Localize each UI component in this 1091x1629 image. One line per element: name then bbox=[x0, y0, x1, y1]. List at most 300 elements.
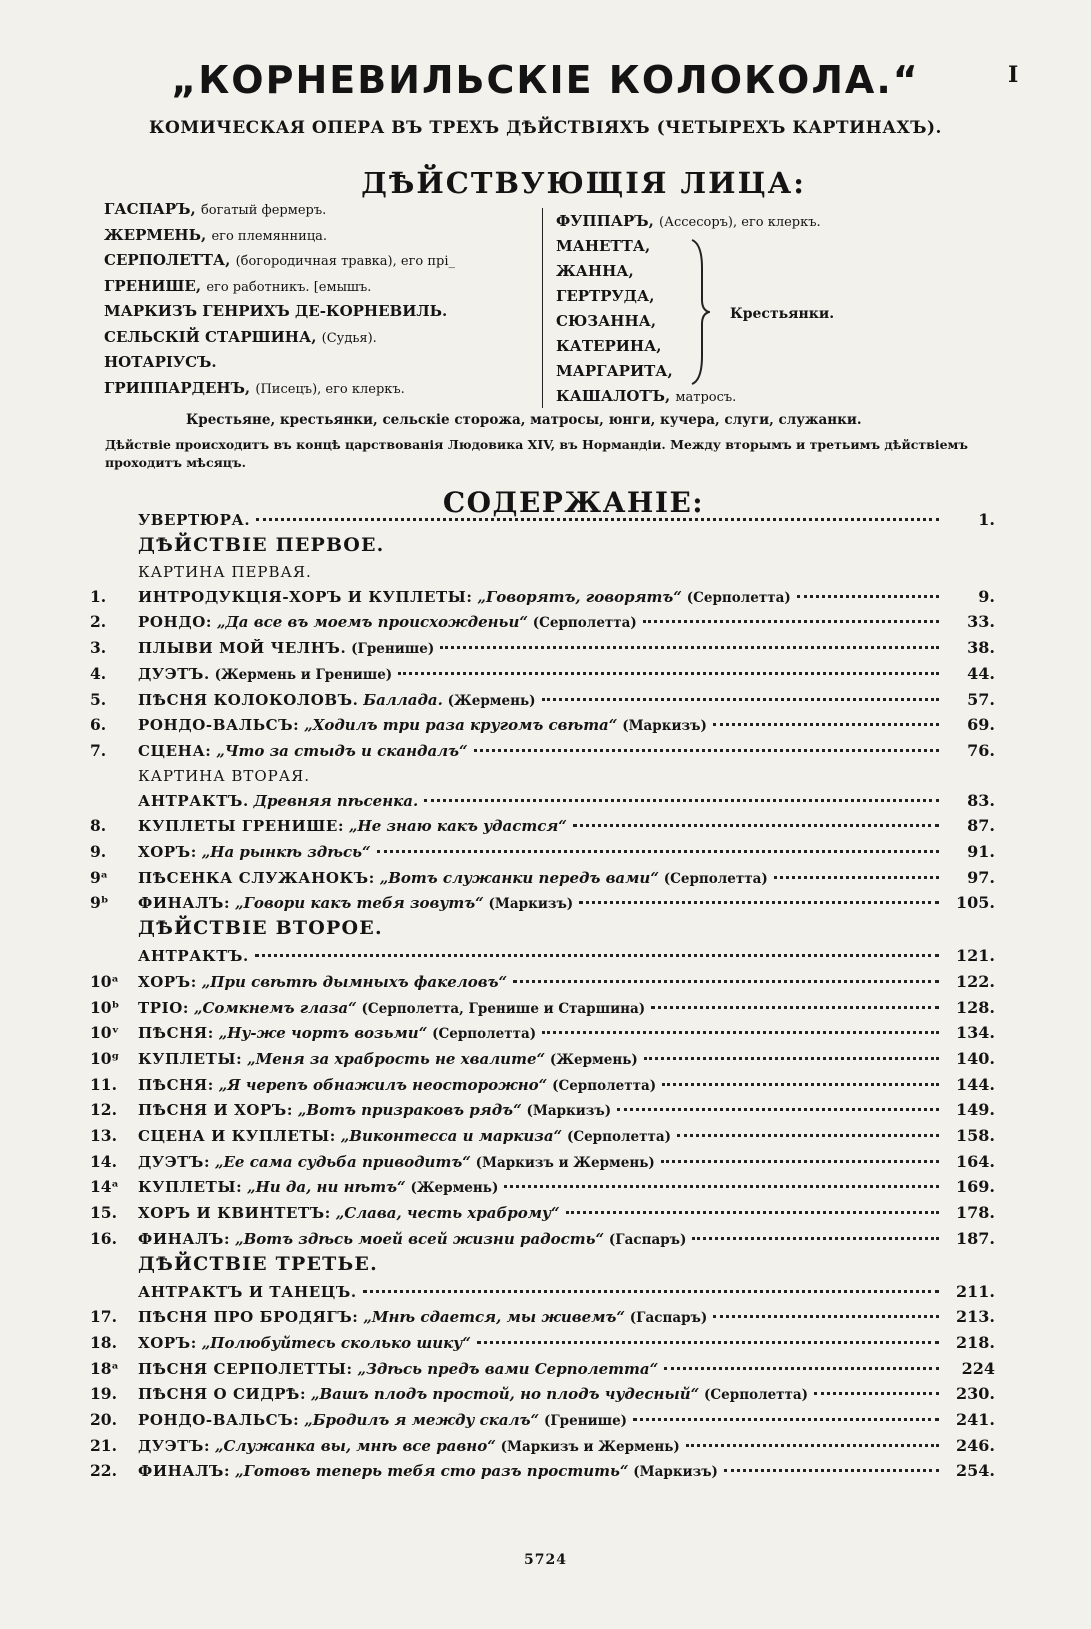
toc-label: ИНТРОДУКЦІЯ-ХОРЪ И КУПЛЕТЫ: bbox=[138, 587, 473, 606]
toc-row bbox=[90, 1410, 995, 1436]
toc-page-number: 169. bbox=[956, 1177, 995, 1197]
toc-number: 9. bbox=[90, 842, 107, 861]
toc-entry bbox=[138, 973, 945, 991]
act-heading: ДѢЙСТВІЕ ВТОРОЕ. bbox=[138, 917, 383, 940]
toc-entry bbox=[138, 742, 945, 760]
cast-member-name: МАРГАРИТА, bbox=[556, 362, 673, 380]
toc-page-number: 178. bbox=[956, 1203, 995, 1223]
toc-entry bbox=[138, 1360, 945, 1378]
toc-label: РОНДО: bbox=[138, 613, 213, 632]
toc-page-number: 254. bbox=[956, 1461, 995, 1481]
toc-label: РОНДО-ВАЛЬСЪ: bbox=[138, 716, 300, 735]
toc-page-number: 33. bbox=[967, 612, 995, 632]
toc-entry bbox=[138, 1334, 945, 1352]
toc-quote: „Ну-же чортъ возьми“ bbox=[218, 1024, 428, 1043]
cast-member-name: СЮЗАННА, bbox=[556, 312, 657, 330]
toc-quote: „Ходилъ три раза кругомъ свѣта“ bbox=[304, 716, 618, 735]
toc-label: ПѢСНЯ И ХОРЪ: bbox=[138, 1101, 293, 1120]
toc-row bbox=[90, 1307, 995, 1333]
cast-member-note: (Ассесоръ), его клеркъ. bbox=[659, 215, 821, 230]
toc-entry bbox=[138, 792, 945, 810]
toc-row bbox=[90, 1203, 995, 1229]
toc-row bbox=[90, 998, 995, 1024]
toc-entry bbox=[138, 1385, 945, 1403]
toc-page-number: 97. bbox=[967, 867, 995, 887]
toc-role: (Гренише) bbox=[351, 641, 435, 658]
opera-title: „КОРНЕВИЛЬСКІЕ КОЛОКОЛА.“ bbox=[171, 58, 920, 102]
cast-member-name: НОТАРІУСЪ. bbox=[104, 353, 217, 371]
toc-page-number: 1. bbox=[978, 510, 995, 529]
toc-number: 7. bbox=[90, 740, 107, 760]
toc-role: (Серполетта) bbox=[532, 615, 637, 632]
toc-page-number: 87. bbox=[967, 816, 995, 836]
toc-number: 11. bbox=[90, 1074, 117, 1094]
toc-role: (Маркизъ) bbox=[488, 896, 574, 913]
cast-member-name: ГРИППАРДЕНЪ, bbox=[104, 378, 251, 397]
toc-number: 13. bbox=[90, 1126, 117, 1145]
cast-member bbox=[104, 379, 405, 397]
toc-row bbox=[90, 972, 995, 998]
toc-page-number: 230. bbox=[956, 1384, 995, 1404]
toc-label: ДУЭТЪ: bbox=[138, 1152, 211, 1171]
toc-row bbox=[90, 1152, 995, 1178]
cast-member bbox=[556, 312, 656, 330]
dot-leader bbox=[398, 672, 939, 675]
toc-entry bbox=[138, 1076, 945, 1094]
dot-leader bbox=[474, 749, 939, 752]
cast-member-name: КАТЕРИНА, bbox=[556, 337, 662, 355]
toc-page-number: 83. bbox=[967, 790, 995, 810]
toc-entry bbox=[138, 1178, 945, 1196]
scene-heading: КАРТИНА ПЕРВАЯ. bbox=[138, 562, 312, 581]
cast-member-name: ЖЕРМЕНЬ, bbox=[104, 225, 207, 244]
dot-leader bbox=[424, 799, 939, 802]
toc-entry bbox=[138, 665, 945, 683]
contents-heading: СОДЕРЖАНІЕ: bbox=[442, 486, 705, 519]
dot-leader bbox=[651, 1006, 939, 1009]
toc-row bbox=[90, 946, 995, 972]
toc-role: (Маркизъ и Жермень) bbox=[500, 1438, 680, 1455]
toc-row bbox=[90, 510, 995, 536]
toc-role: (Серполетта) bbox=[686, 589, 791, 606]
toc-label: ПѢСНЯ: bbox=[138, 1024, 214, 1043]
toc-label: ФИНАЛЪ: bbox=[138, 1229, 231, 1248]
toc-row bbox=[90, 842, 995, 868]
toc-quote: „Ни да, ни нѣтъ“ bbox=[247, 1178, 406, 1197]
plate-number: 5724 bbox=[524, 1552, 567, 1568]
toc-label: ФИНАЛЪ: bbox=[138, 894, 231, 913]
page-number: I bbox=[1008, 62, 1019, 88]
toc-label: ДУЭТЪ. bbox=[138, 664, 210, 683]
toc-row bbox=[90, 893, 995, 919]
toc-row bbox=[90, 1436, 995, 1462]
toc-role: (Гаспаръ) bbox=[629, 1310, 708, 1327]
toc-label: ПѢСНЯ О СИДРѢ: bbox=[138, 1385, 307, 1404]
toc-role: (Жермень и Гренише) bbox=[214, 666, 393, 683]
toc-entry bbox=[138, 1411, 945, 1429]
dot-leader bbox=[797, 595, 939, 598]
toc-quote: „Что за стыдъ и скандалъ“ bbox=[216, 741, 468, 760]
cast-member-name: СЕРПОЛЕТТА, bbox=[104, 251, 231, 269]
toc-page-number: 213. bbox=[956, 1307, 995, 1327]
toc-number: 10ᵍ bbox=[90, 1048, 120, 1068]
toc-row bbox=[90, 1282, 995, 1308]
toc-page-number: 241. bbox=[956, 1410, 995, 1429]
dot-leader bbox=[724, 1469, 939, 1472]
toc-entry bbox=[138, 894, 945, 912]
toc-row bbox=[90, 587, 995, 613]
dot-leader bbox=[579, 901, 939, 904]
toc-number: 20. bbox=[90, 1410, 117, 1429]
toc-label: КУПЛЕТЫ: bbox=[138, 1049, 243, 1068]
toc-label: СЦЕНА: bbox=[138, 741, 212, 760]
cast-heading: ДѢЙСТВУЮЩІЯ ЛИЦА: bbox=[361, 166, 806, 200]
toc-label: ФИНАЛЪ: bbox=[138, 1462, 231, 1481]
toc-page-number: 218. bbox=[956, 1332, 995, 1352]
toc-role: (Серполетта, Гренише и Старшина) bbox=[361, 1000, 646, 1017]
toc-quote: „При свѣтѣ дымныхъ факеловъ“ bbox=[201, 972, 508, 991]
toc-quote: „Ее сама судьба приводитъ“ bbox=[214, 1152, 471, 1171]
toc-page-number: 246. bbox=[956, 1435, 995, 1455]
cast-member-name: КАШАЛОТЪ, bbox=[556, 387, 671, 405]
cast-member bbox=[104, 200, 326, 218]
toc-number: 2. bbox=[90, 612, 107, 632]
toc-label: ТРІО: bbox=[138, 998, 190, 1017]
dot-leader bbox=[573, 824, 939, 827]
cast-member bbox=[104, 302, 447, 320]
toc-entry bbox=[138, 1437, 945, 1455]
toc-number: 14. bbox=[90, 1151, 117, 1171]
toc-entry bbox=[138, 1283, 945, 1301]
act-heading: ДѢЙСТВІЕ ПЕРВОЕ. bbox=[138, 533, 385, 556]
toc-number: 19. bbox=[90, 1384, 117, 1404]
toc-row bbox=[90, 1333, 995, 1359]
dot-leader bbox=[566, 1211, 939, 1214]
toc-page-number: 134. bbox=[956, 1023, 995, 1043]
toc-role: (Гаспаръ) bbox=[608, 1231, 687, 1248]
toc-row bbox=[90, 612, 995, 638]
dot-leader bbox=[617, 1108, 939, 1111]
toc-quote: Древняя пѣсенка. bbox=[253, 791, 419, 810]
toc-entry bbox=[138, 1462, 945, 1480]
toc-label: ХОРЪ: bbox=[138, 972, 197, 991]
toc-number: 1. bbox=[90, 586, 107, 606]
toc-number: 10ᵃ bbox=[90, 971, 119, 991]
cast-member bbox=[104, 226, 327, 244]
cast-member-note: (Судья). bbox=[321, 330, 377, 346]
toc-role: (Серполетта) bbox=[704, 1387, 809, 1404]
cast-member bbox=[556, 262, 634, 280]
toc-entry bbox=[138, 1024, 945, 1042]
toc-quote: Баллада. bbox=[363, 690, 443, 709]
toc-role: (Жермень) bbox=[549, 1051, 638, 1068]
cast-member bbox=[556, 237, 650, 255]
toc-entry bbox=[138, 1204, 945, 1222]
toc-quote: „Слава, честь храброму“ bbox=[335, 1204, 560, 1223]
dot-leader bbox=[440, 646, 939, 649]
toc-role: (Серполетта) bbox=[566, 1129, 671, 1145]
toc-page-number: 164. bbox=[956, 1151, 995, 1171]
toc-quote: „Сомкнемъ глаза“ bbox=[193, 998, 357, 1017]
toc-number: 9ᵇ bbox=[90, 893, 109, 913]
toc-number: 3. bbox=[90, 638, 107, 658]
toc-page-number: 121. bbox=[956, 946, 995, 966]
toc-number: 4. bbox=[90, 663, 107, 683]
toc-page-number: 91. bbox=[967, 842, 995, 861]
toc-label: ПѢСНЯ СЕРПОЛЕТТЫ: bbox=[138, 1359, 353, 1378]
toc-label: ХОРЪ: bbox=[138, 843, 197, 861]
cast-member bbox=[104, 353, 217, 371]
toc-number: 5. bbox=[90, 689, 107, 709]
toc-quote: „Здѣсь предъ вами Серполетта“ bbox=[357, 1359, 659, 1378]
toc-page-number: 38. bbox=[967, 638, 995, 658]
toc-row bbox=[90, 1359, 995, 1385]
toc-label: АНТРАКТЪ И ТАНЕЦЪ. bbox=[138, 1282, 357, 1301]
cast-member-note: богатый фермеръ. bbox=[200, 203, 327, 218]
toc-label: АНТРАКТЪ. bbox=[138, 791, 249, 810]
toc-role: (Серполетта) bbox=[552, 1077, 657, 1094]
toc-entry bbox=[138, 999, 945, 1017]
toc-entry bbox=[138, 639, 945, 657]
toc-label: ПѢСНЯ КОЛОКОЛОВЪ. bbox=[138, 690, 359, 709]
dot-leader bbox=[513, 980, 939, 983]
dot-leader bbox=[661, 1160, 939, 1163]
toc-quote: „Вотъ служанки передъ вами“ bbox=[379, 868, 659, 887]
dot-leader bbox=[677, 1134, 939, 1137]
toc-page-number: 149. bbox=[956, 1100, 995, 1120]
dot-leader bbox=[477, 1341, 939, 1344]
toc-label: КУПЛЕТЫ: bbox=[138, 1178, 243, 1197]
toc-entry bbox=[138, 947, 945, 965]
toc-label: ДУЭТЪ: bbox=[138, 1436, 211, 1455]
toc-role: (Маркизъ) bbox=[622, 718, 707, 735]
toc-entry bbox=[138, 817, 945, 835]
cast-member-name: ФУППАРЪ, bbox=[556, 212, 654, 230]
cast-member bbox=[104, 251, 455, 269]
toc-page-number: 211. bbox=[956, 1281, 995, 1301]
dot-leader bbox=[713, 1315, 939, 1318]
toc-role: (Серполетта) bbox=[663, 870, 768, 887]
toc-page-number: 144. bbox=[956, 1074, 995, 1094]
toc-entry bbox=[138, 1127, 945, 1145]
toc-quote: „Не знаю какъ удастся“ bbox=[348, 817, 567, 836]
toc-label: ПѢСНЯ ПРО БРОДЯГЪ: bbox=[138, 1308, 359, 1327]
brace-icon bbox=[690, 238, 710, 386]
toc-entry bbox=[138, 716, 945, 734]
toc-page-number: 187. bbox=[956, 1228, 995, 1248]
dot-leader bbox=[377, 850, 939, 853]
toc-row bbox=[90, 1023, 995, 1049]
toc-entry bbox=[138, 511, 945, 529]
toc-entry bbox=[138, 613, 945, 631]
toc-row bbox=[90, 638, 995, 664]
toc-entry bbox=[138, 1153, 945, 1171]
toc-entry bbox=[138, 1230, 945, 1248]
toc-quote: „Говори какъ тебя зовутъ“ bbox=[234, 894, 484, 913]
toc-number: 16. bbox=[90, 1228, 117, 1248]
toc-row bbox=[90, 690, 995, 716]
toc-row bbox=[90, 1075, 995, 1101]
dot-leader bbox=[542, 1031, 939, 1034]
toc-row bbox=[90, 1100, 995, 1126]
dot-leader bbox=[686, 1444, 939, 1447]
toc-role: (Серполетта) bbox=[432, 1026, 537, 1043]
toc-number: 22. bbox=[90, 1461, 117, 1481]
toc-entry bbox=[138, 843, 945, 861]
cast-member-note: (Писецъ), его клеркъ. bbox=[255, 381, 405, 397]
toc-page-number: 140. bbox=[956, 1048, 995, 1068]
cast-member-name: МАНЕТТА, bbox=[556, 237, 651, 255]
dot-leader bbox=[504, 1185, 939, 1188]
toc-page-number: 224 bbox=[961, 1358, 995, 1378]
toc-page-number: 158. bbox=[956, 1126, 995, 1145]
toc-quote: „Я черепъ обнажилъ неосторожно“ bbox=[218, 1075, 548, 1094]
toc-number: 18. bbox=[90, 1332, 117, 1352]
toc-quote: „Вотъ призраковъ рядъ“ bbox=[297, 1101, 522, 1120]
toc-number: 21. bbox=[90, 1435, 117, 1455]
toc-row bbox=[90, 1177, 995, 1203]
toc-number: 17. bbox=[90, 1307, 117, 1327]
dot-leader bbox=[814, 1392, 939, 1395]
dot-leader bbox=[664, 1367, 939, 1370]
opera-subtitle: КОМИЧЕСКАЯ ОПЕРА ВЪ ТРЕХЪ ДѢЙСТВІЯХЪ (ЧЕТЫРЕХЪ КАРТИНАХЪ). bbox=[149, 118, 942, 138]
toc-row bbox=[90, 1461, 995, 1487]
toc-label: ХОРЪ: bbox=[138, 1333, 197, 1352]
toc-page-number: 105. bbox=[956, 893, 995, 913]
cast-member-note: матросъ. bbox=[675, 390, 737, 405]
cast-member-note: его племянница. bbox=[211, 228, 328, 244]
toc-label: ПѢСНЯ: bbox=[138, 1075, 214, 1094]
toc-label: ПЛЫВИ МОЙ ЧЕЛНЪ. bbox=[138, 639, 347, 658]
dot-leader bbox=[256, 518, 939, 521]
toc-number: 8. bbox=[90, 816, 107, 836]
cast-member bbox=[556, 362, 673, 380]
toc-label: ХОРЪ И КВИНТЕТЪ: bbox=[138, 1204, 331, 1223]
dot-leader bbox=[713, 723, 939, 726]
toc-quote: „Вотъ здѣсь моей всей жизни радость“ bbox=[234, 1229, 605, 1248]
cast-member bbox=[556, 212, 821, 230]
toc-quote: „Служанка вы, мнѣ все равно“ bbox=[214, 1436, 496, 1455]
dot-leader bbox=[643, 620, 939, 623]
toc-entry bbox=[138, 1308, 945, 1326]
cast-member-note: его работникъ. [емышъ. bbox=[206, 279, 372, 295]
toc-row bbox=[90, 664, 995, 690]
cast-column-divider bbox=[542, 208, 543, 408]
toc-row bbox=[90, 791, 995, 817]
setting-note: Дѣйствіе происходитъ въ концѣ царствованія Людовика XIV, въ Нормандіи. Между вторымъ и третьимъ дѣйствіемъ проходитъ мѣсяцъ. bbox=[105, 437, 968, 470]
cast-member bbox=[104, 328, 377, 346]
toc-page-number: 122. bbox=[956, 971, 995, 991]
cast-member bbox=[556, 387, 736, 405]
dot-leader bbox=[542, 698, 939, 701]
dot-leader bbox=[692, 1237, 939, 1240]
cast-member-name: МАРКИЗЪ ГЕНРИХЪ ДЕ-КОРНЕВИЛЬ. bbox=[104, 302, 448, 320]
cast-member bbox=[104, 277, 371, 295]
toc-number: 10ᵇ bbox=[90, 997, 120, 1017]
toc-row bbox=[90, 868, 995, 894]
toc-entry bbox=[138, 869, 945, 887]
toc-label: АНТРАКТЪ. bbox=[138, 947, 249, 966]
dot-leader bbox=[644, 1057, 939, 1060]
toc-entry bbox=[138, 588, 945, 606]
act-heading: ДѢЙСТВІЕ ТРЕТЬЕ. bbox=[138, 1252, 378, 1275]
extras-line: Крестьяне, крестьянки, сельскіе сторожа, матросы, юнги, кучера, слуги, служанки. bbox=[186, 412, 862, 428]
dot-leader bbox=[633, 1418, 939, 1421]
toc-quote: „Вашъ плодъ простой, но плодъ чудесный“ bbox=[310, 1385, 700, 1404]
dot-leader bbox=[662, 1083, 939, 1086]
toc-quote: „Да все въ моемъ происхожденьи“ bbox=[216, 613, 528, 632]
toc-row bbox=[90, 1384, 995, 1410]
toc-page-number: 69. bbox=[967, 715, 995, 735]
toc-entry bbox=[138, 1050, 945, 1068]
scene-heading: КАРТИНА ВТОРАЯ. bbox=[138, 766, 311, 785]
dot-leader bbox=[255, 954, 939, 957]
toc-number: 15. bbox=[90, 1203, 117, 1223]
cast-member bbox=[556, 337, 662, 355]
toc-quote: „На рынкѣ здѣсь“ bbox=[201, 843, 371, 861]
toc-row bbox=[90, 715, 995, 741]
toc-quote: „Полюбуйтесь сколько шику“ bbox=[201, 1333, 471, 1352]
toc-row bbox=[90, 1126, 995, 1152]
toc-quote: „Готовъ теперь тебя сто разъ простить“ bbox=[234, 1462, 629, 1481]
toc-label: РОНДО-ВАЛЬСЪ: bbox=[138, 1411, 300, 1429]
toc-row bbox=[90, 741, 995, 767]
toc-quote: „Говорятъ, говорятъ“ bbox=[477, 587, 682, 606]
toc-role: (Маркизъ) bbox=[526, 1103, 612, 1120]
toc-label: СЦЕНА И КУПЛЕТЫ: bbox=[138, 1127, 336, 1145]
toc-role: (Маркизъ и Жермень) bbox=[475, 1154, 655, 1171]
toc-number: 14ᵃ bbox=[90, 1177, 119, 1197]
toc-row bbox=[90, 816, 995, 842]
toc-page-number: 44. bbox=[967, 663, 995, 683]
toc-label: УВЕРТЮРА. bbox=[138, 511, 251, 529]
cast-member-note: (богородичная травка), его прі_ bbox=[235, 254, 456, 269]
toc-page-number: 128. bbox=[956, 997, 995, 1017]
toc-role: (Жермень) bbox=[410, 1180, 499, 1197]
toc-label: КУПЛЕТЫ ГРЕНИШЕ: bbox=[138, 817, 345, 836]
toc-label: ПѢСЕНКА СЛУЖАНОКЪ: bbox=[138, 868, 375, 887]
toc-entry bbox=[138, 691, 945, 709]
toc-quote: „Меня за храбрость не хвалите“ bbox=[247, 1049, 546, 1068]
cast-member-name: ГЕРТРУДА, bbox=[556, 287, 655, 305]
toc-number: 6. bbox=[90, 715, 107, 735]
toc-role: (Маркизъ) bbox=[633, 1464, 718, 1481]
cast-member-name: СЕЛЬСКІЙ СТАРШИНА, bbox=[104, 327, 317, 346]
toc-row bbox=[90, 1049, 995, 1075]
cast-member-name: ГРЕНИШЕ, bbox=[104, 276, 202, 295]
toc-page-number: 9. bbox=[978, 586, 995, 606]
toc-quote: „Мнѣ сдается, мы живемъ“ bbox=[363, 1308, 625, 1327]
toc-entry bbox=[138, 1101, 945, 1119]
cast-member-name: ГАСПАРЪ, bbox=[104, 200, 196, 218]
toc-page-number: 57. bbox=[967, 689, 995, 709]
toc-quote: „Виконтесса и маркиза“ bbox=[340, 1127, 563, 1145]
toc-number: 10ᵛ bbox=[90, 1023, 120, 1043]
toc-quote: „Бродилъ я между скалъ“ bbox=[304, 1411, 540, 1429]
peasant-women-label: Крестьянки. bbox=[730, 306, 835, 322]
cast-member-name: ЖАННА, bbox=[556, 262, 634, 280]
toc-row bbox=[90, 1229, 995, 1255]
toc-number: 9ᵃ bbox=[90, 867, 109, 887]
toc-page-number: 76. bbox=[967, 740, 995, 760]
cast-member bbox=[556, 287, 654, 305]
dot-leader bbox=[774, 876, 939, 879]
toc-number: 12. bbox=[90, 1100, 117, 1120]
toc-role: (Гренише) bbox=[543, 1413, 628, 1429]
toc-number: 18ᵃ bbox=[90, 1358, 119, 1378]
dot-leader bbox=[363, 1290, 939, 1293]
toc-role: (Жермень) bbox=[447, 692, 536, 709]
